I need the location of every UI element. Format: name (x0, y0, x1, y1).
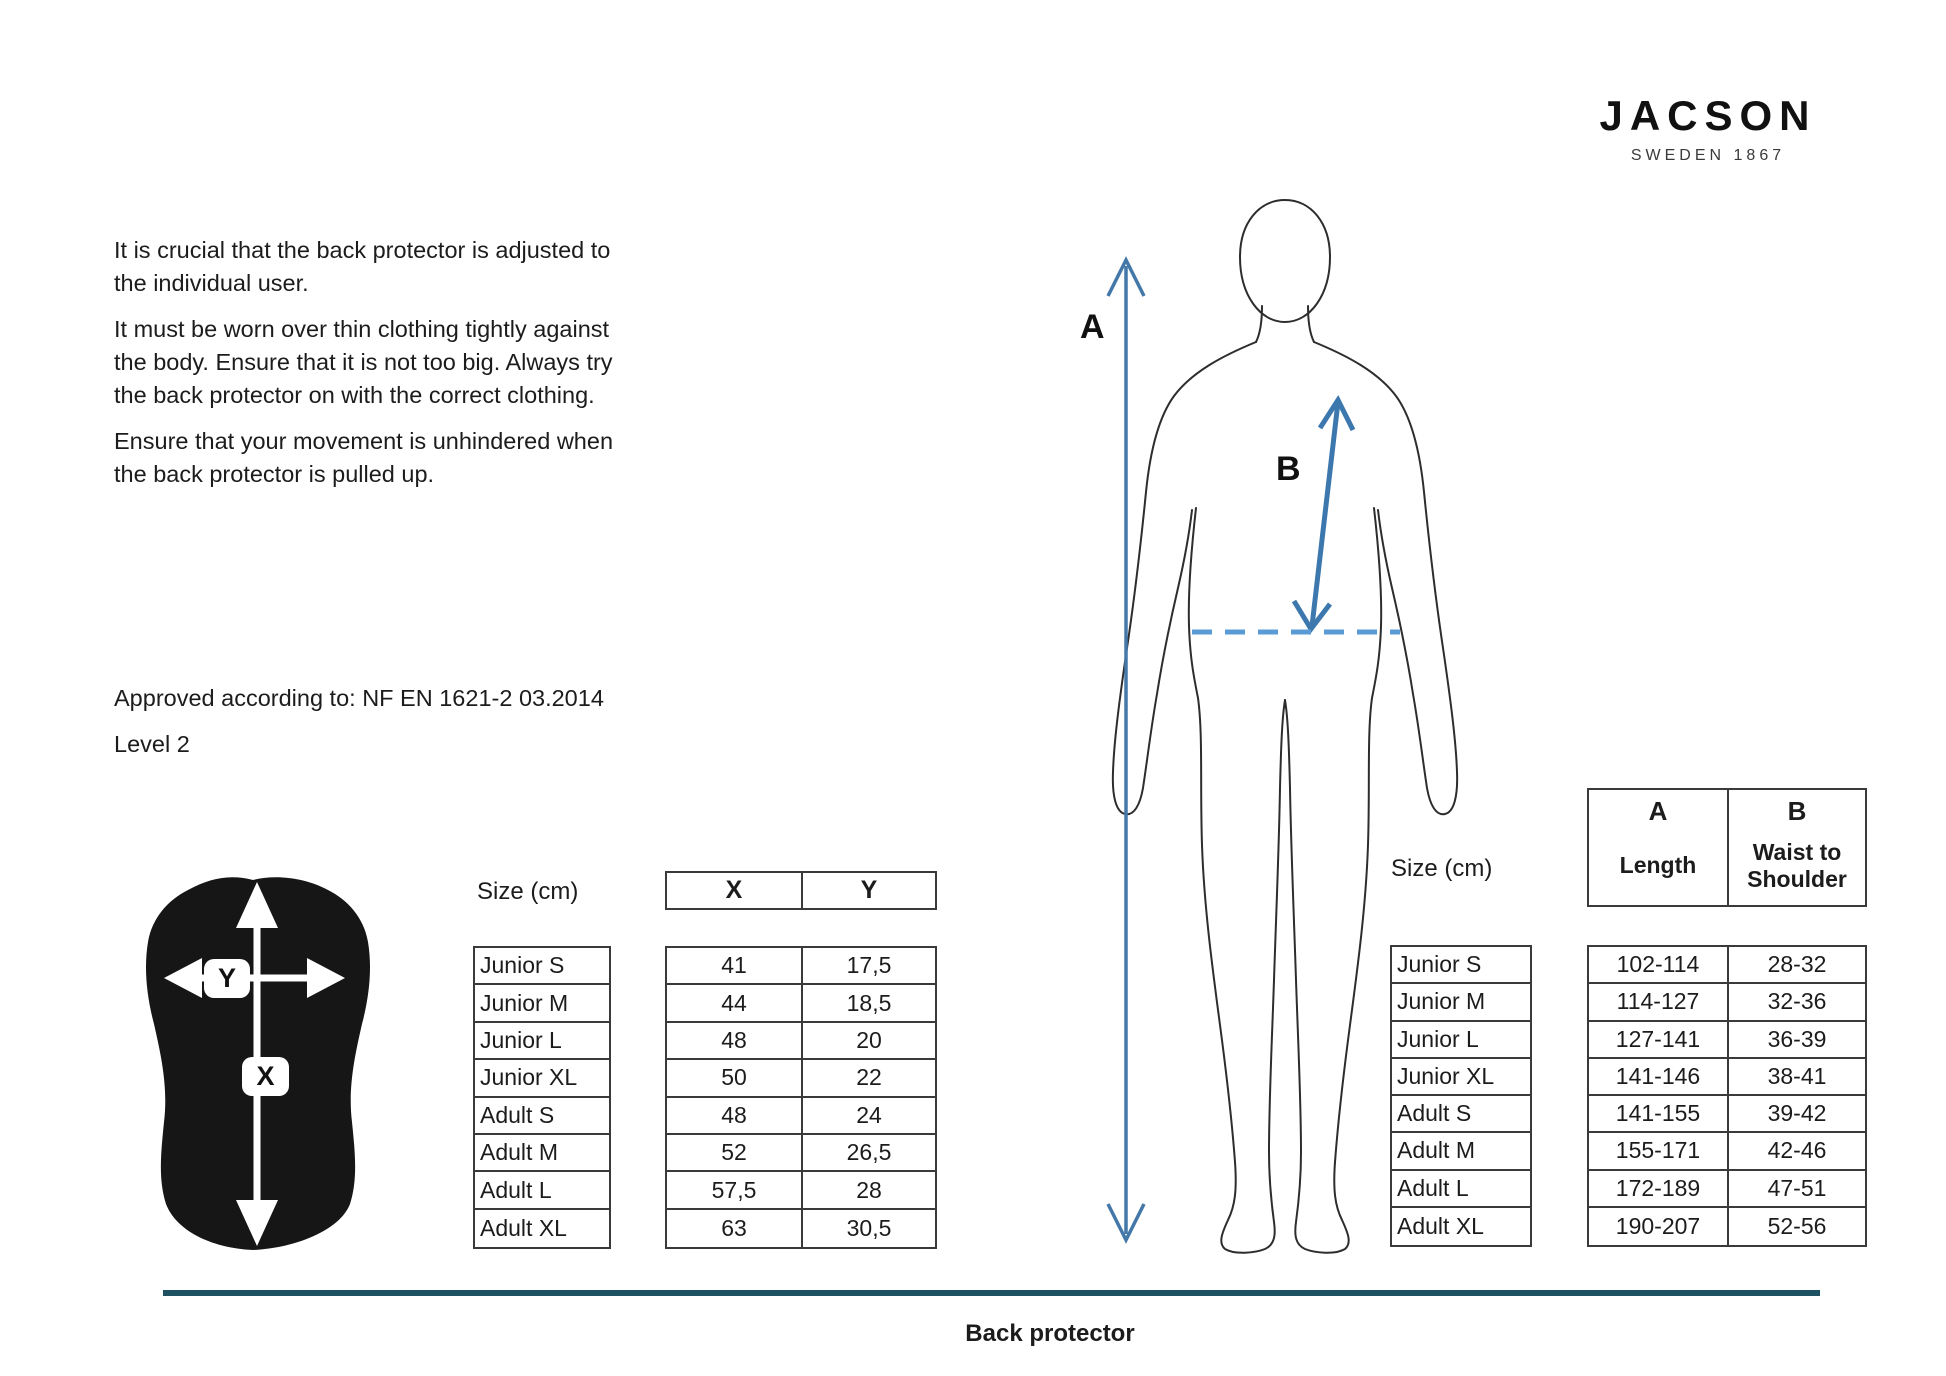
xy-table-title: Size (cm) (477, 878, 579, 905)
xy-table-header (665, 871, 937, 910)
table-row (667, 1135, 935, 1172)
x-value: 48 (721, 1026, 747, 1053)
b-value: 36-39 (1727, 1022, 1865, 1057)
b-measure-label: B (1276, 450, 1301, 488)
xy-table-data (665, 946, 937, 1249)
table-row-label: Adult S (475, 1098, 609, 1135)
table-row (1589, 1022, 1865, 1059)
a-value: 190-207 (1615, 1212, 1701, 1239)
y-value: 22 (801, 1060, 935, 1095)
y-value: 17,5 (801, 948, 935, 983)
table-row (667, 985, 935, 1022)
y-label: Y (217, 963, 236, 993)
ab-table-title: Size (cm) (1391, 855, 1493, 882)
table-row-label: Junior XL (475, 1060, 609, 1097)
y-value: 18,5 (801, 985, 935, 1020)
y-value: 20 (801, 1023, 935, 1058)
table-row-label: Adult L (1392, 1171, 1530, 1208)
b-value: 38-41 (1727, 1059, 1865, 1094)
table-row-label: Adult XL (480, 1214, 567, 1241)
ab-header-b-letter: B (1787, 796, 1807, 826)
a-value: 102-114 (1616, 951, 1700, 978)
table-row (1589, 947, 1865, 984)
x-value: 57,5 (711, 1176, 757, 1203)
ab-header-a-letter: A (1648, 796, 1668, 826)
brand-name: JACSON (1599, 92, 1817, 139)
x-value: 50 (721, 1064, 747, 1091)
approval-standard: Approved according to: NF EN 1621-2 03.2014 (114, 685, 604, 711)
table-row (1589, 1096, 1865, 1133)
xy-header-x: X (725, 876, 743, 904)
a-value: 172-189 (1615, 1174, 1701, 1201)
a-measure-label: A (1080, 308, 1105, 346)
y-value: 26,5 (801, 1135, 935, 1170)
instructions-block (114, 234, 644, 504)
ab-header-a (1589, 790, 1727, 905)
table-row-label: Adult XL (1397, 1212, 1484, 1239)
x-value: 63 (721, 1214, 747, 1241)
y-value: 30,5 (801, 1210, 935, 1247)
table-row-label: Junior M (1392, 984, 1530, 1021)
ab-header-b (1727, 790, 1865, 905)
table-row (667, 1210, 935, 1247)
x-value: 48 (721, 1101, 747, 1128)
a-value: 141-155 (1615, 1100, 1701, 1127)
table-row (667, 948, 935, 985)
ab-table-size-column (1390, 945, 1532, 1247)
x-label: X (256, 1061, 275, 1091)
y-value: 28 (801, 1172, 935, 1207)
approval-level: Level 2 (114, 731, 190, 757)
table-row-label: Junior S (1392, 947, 1530, 984)
xy-table-size-column (473, 946, 611, 1249)
a-value: 155-171 (1615, 1137, 1701, 1164)
b-value: 52-56 (1727, 1208, 1865, 1245)
table-row-label: Adult M (475, 1135, 609, 1172)
table-row-label: Junior M (475, 985, 609, 1022)
a-value: 141-146 (1615, 1062, 1701, 1089)
table-row-label: Adult L (475, 1172, 609, 1209)
x-value: 41 (721, 952, 747, 979)
table-row (667, 1172, 935, 1209)
footer-product-label: Back protector (965, 1320, 1135, 1347)
table-row-label: Junior XL (1392, 1059, 1530, 1096)
footer-divider-line (163, 1290, 1820, 1296)
table-row (667, 1098, 935, 1135)
xy-header-y: Y (801, 873, 935, 908)
brand-logo (1588, 92, 1828, 165)
a-value: 114-127 (1616, 988, 1700, 1015)
table-row (1589, 1208, 1865, 1245)
table-row (1589, 1133, 1865, 1170)
instruction-paragraph-2: It must be worn over thin clothing tightly against the body. Ensure that it is not too big. Always try the back protector on with the correct clothing. (114, 316, 613, 408)
approval-block (114, 682, 674, 774)
y-label-badge (204, 959, 250, 998)
b-value: 47-51 (1727, 1171, 1865, 1206)
back-length-arrow-b (1294, 400, 1353, 629)
ab-header-b-name: Waist to Shoulder (1747, 838, 1847, 892)
x-value: 44 (721, 989, 747, 1016)
instruction-paragraph-3: Ensure that your movement is unhindered when the back protector is pulled up. (114, 428, 614, 487)
ab-table-header (1587, 788, 1867, 907)
table-row-label: Junior L (475, 1023, 609, 1060)
table-row (1589, 1059, 1865, 1096)
table-row (1589, 1171, 1865, 1208)
b-value: 28-32 (1727, 947, 1865, 982)
table-row (667, 1060, 935, 1097)
b-value: 39-42 (1727, 1096, 1865, 1131)
b-value: 42-46 (1727, 1133, 1865, 1168)
brand-tagline: SWEDEN 1867 (1630, 147, 1786, 164)
instruction-paragraph-1: It is crucial that the back protector is adjusted to the individual user. (114, 237, 611, 296)
table-row (667, 1023, 935, 1060)
b-value: 32-36 (1727, 984, 1865, 1019)
ab-header-a-name: Length (1619, 852, 1697, 878)
x-value: 52 (721, 1139, 747, 1166)
table-row-label: Junior S (475, 948, 609, 985)
ab-table-data (1587, 945, 1867, 1247)
table-row-label: Adult S (1392, 1096, 1530, 1133)
table-row (1589, 984, 1865, 1021)
x-label-badge (242, 1057, 289, 1096)
a-value: 127-141 (1615, 1025, 1701, 1052)
table-row-label: Junior L (1392, 1022, 1530, 1059)
y-value: 24 (801, 1098, 935, 1133)
table-row-label: Adult M (1392, 1133, 1530, 1170)
